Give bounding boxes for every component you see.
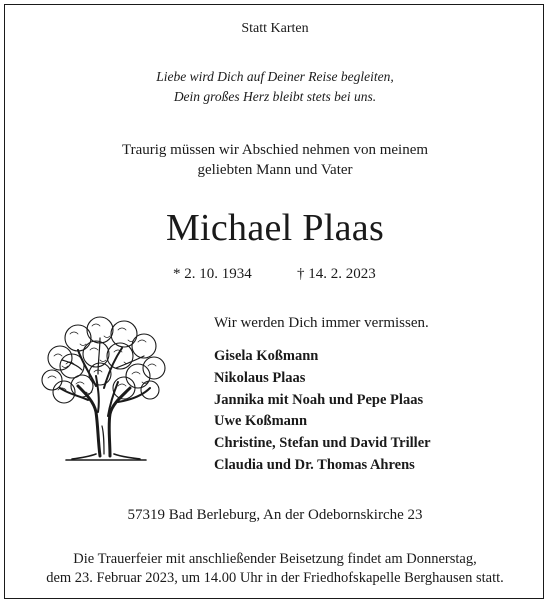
mourner-name: Gisela Koßmann bbox=[214, 348, 319, 364]
birth-date: * 2. 10. 1934 bbox=[173, 266, 252, 282]
death-date: † 14. 2. 2023 bbox=[297, 266, 376, 282]
mourner-name: Jannika mit Noah und Pepe Plaas bbox=[214, 391, 424, 408]
mourner-name: Nikolaus Plaas bbox=[214, 369, 306, 386]
mourner-name: Uwe Koßmann bbox=[214, 413, 308, 430]
service-line-2: dem 23. Februar 2023, um 14.00 Uhr in der Friedhofskapelle Berghausen statt. bbox=[46, 570, 504, 586]
mourner-name: Claudia und Dr. Thomas Ahrens bbox=[214, 456, 415, 473]
mourner-name: Christine, Stefan und David Triller bbox=[214, 435, 431, 452]
mourners-list bbox=[214, 346, 431, 477]
intro-line-1: Traurig müssen wir Abschied nehmen von meinem bbox=[121, 142, 429, 158]
service-line-1: Die Trauerfeier mit anschließender Beisetzung findet am Donnerstag, bbox=[73, 551, 477, 567]
verse-line-2: Dein großes Herz bleibt stets bei uns. bbox=[173, 89, 377, 104]
address-line: 57319 Bad Berleburg, An der Odebornskirche 23 bbox=[127, 507, 423, 523]
intro-line-2: geliebten Mann und Vater bbox=[197, 162, 353, 178]
miss-line: Wir werden Dich immer vermissen. bbox=[214, 315, 429, 331]
verse-line-1: Liebe wird Dich auf Deiner Reise begleiten, bbox=[156, 69, 394, 84]
statt-karten-label: Statt Karten bbox=[241, 21, 309, 36]
tree-icon bbox=[38, 316, 168, 462]
deceased-name: Michael Plaas bbox=[165, 207, 385, 249]
